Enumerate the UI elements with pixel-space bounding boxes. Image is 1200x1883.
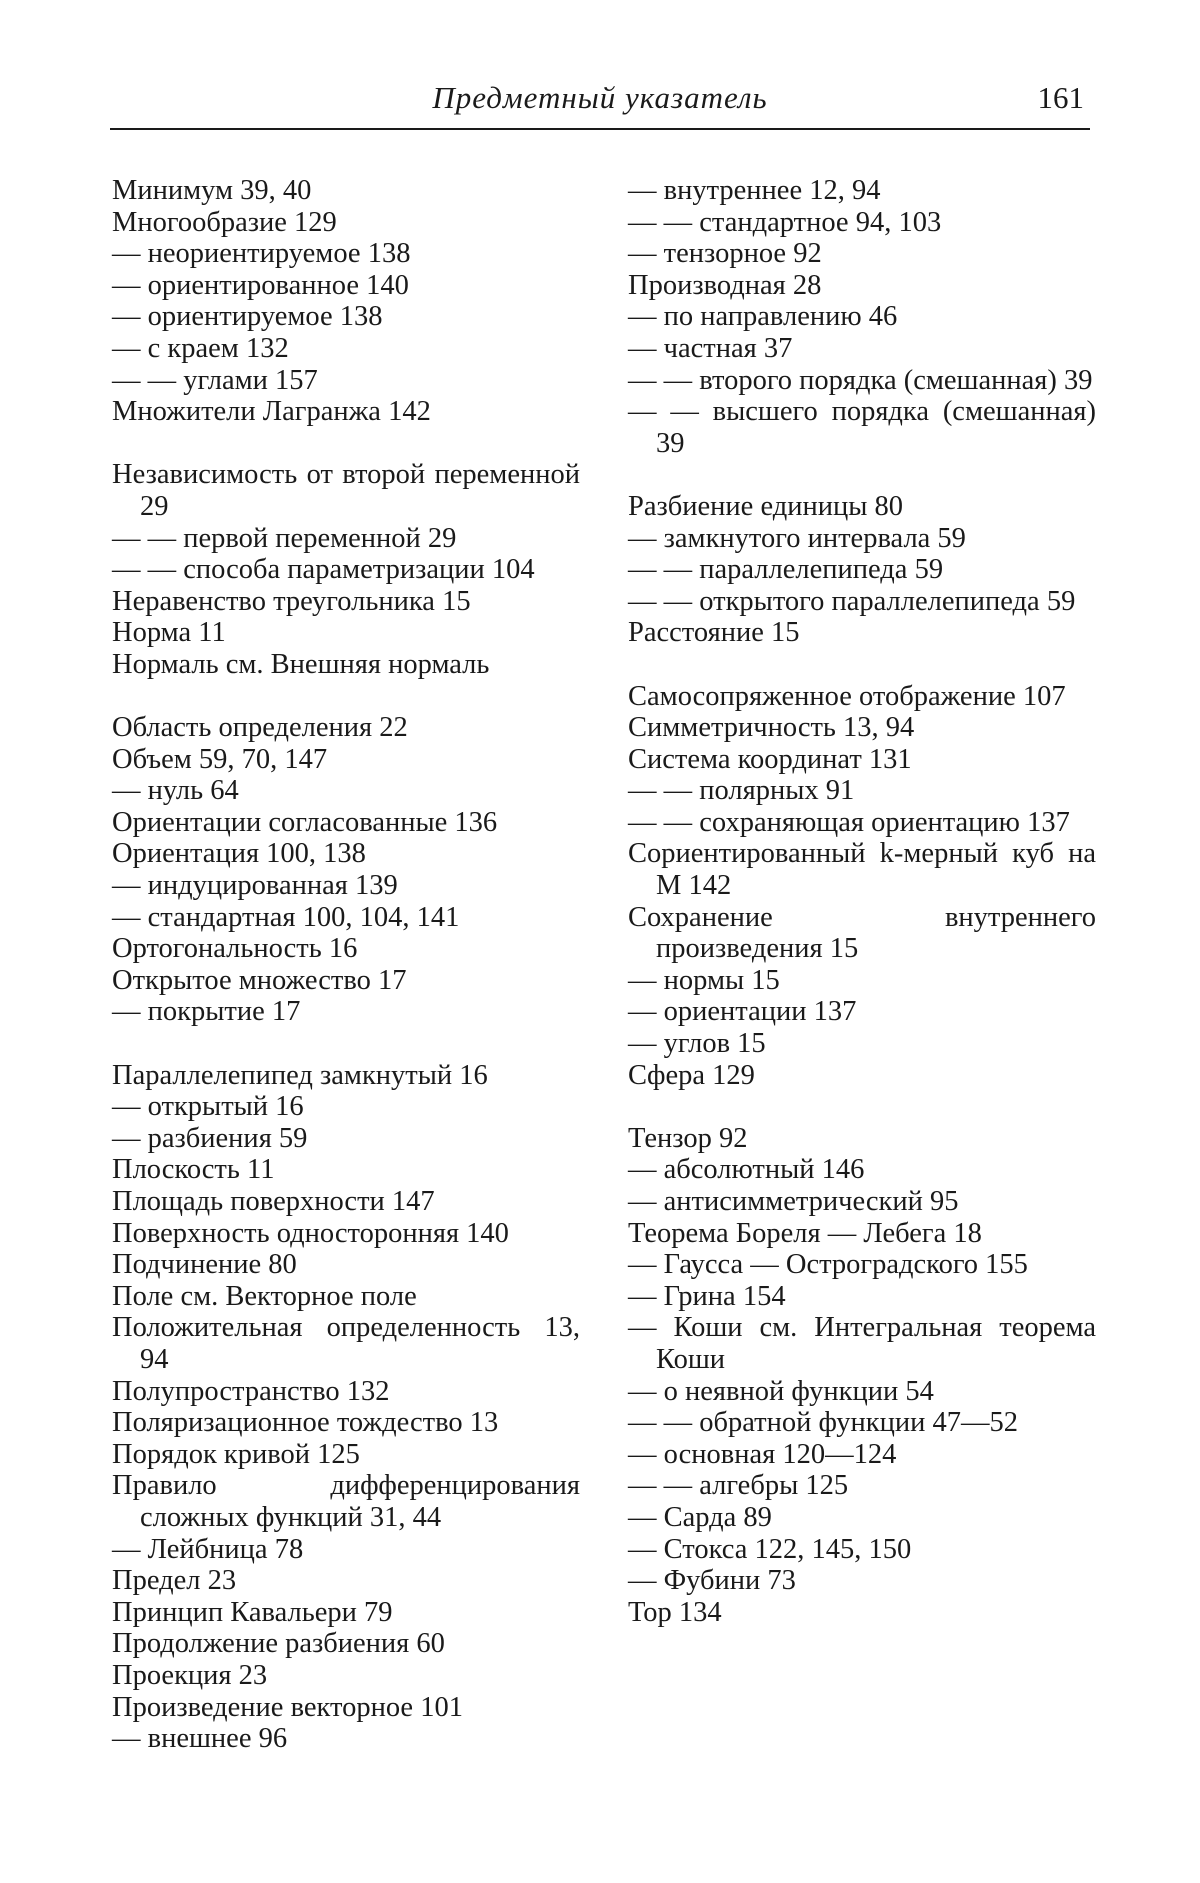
index-entry: Поле см. Векторное поле [112, 1280, 417, 1312]
index-entry: — основная 120—124 [628, 1438, 897, 1470]
index-entry: Сфера 129 [628, 1059, 755, 1091]
index-entry: — Сарда 89 [628, 1501, 772, 1533]
index-entry: Неравенство треугольника 15 [112, 585, 471, 617]
index-entry: — — открытого параллелепипеда 59 [628, 585, 1076, 617]
index-entry: Открытое множество 17 [112, 964, 407, 996]
index-entry: Расстояние 15 [628, 617, 800, 649]
index-entry: Ориентации согласованные 136 [112, 806, 498, 838]
index-column-right [628, 175, 1096, 1628]
index-entry: — внутреннее 12, 94 [628, 175, 881, 206]
index-entry: Сориентированный k-мерный куб на M 142 [628, 838, 1096, 902]
index-entry: — нормы 15 [628, 964, 780, 996]
index-entry: Объем 59, 70, 147 [112, 743, 328, 775]
index-entry: Область определения 22 [112, 712, 408, 744]
index-entry: Минимум 39, 40 [112, 175, 312, 206]
index-entry: — ориентации 137 [628, 996, 857, 1028]
index-entry: Принцип Кавальери 79 [112, 1596, 393, 1628]
index-entry: — Фубини 73 [628, 1565, 796, 1597]
index-entry: Ортогональность 16 [112, 933, 358, 965]
index-entry: — неориентируемое 138 [112, 238, 411, 270]
index-entry: — — углами 157 [112, 364, 318, 396]
index-gap [112, 1028, 580, 1060]
index-entry: Правило дифференцирования сложных функций 31, 44 [112, 1470, 580, 1533]
index-entry: — Коши см. Интегральная теорема Коши [628, 1312, 1096, 1375]
index-entry: — — параллелепипеда 59 [628, 554, 944, 586]
index-entry: — абсолютный 146 [628, 1154, 865, 1186]
index-entry: Независимость от второй переменной 29 [112, 459, 580, 522]
index-entry: Ориентация 100, 138 [112, 838, 366, 870]
index-column-left [112, 175, 580, 1755]
index-entry: — тензорное 92 [628, 238, 822, 270]
index-entry: Плоскость 11 [112, 1154, 275, 1186]
index-entry: — Стокса 122, 145, 150 [628, 1533, 912, 1565]
index-entry: — нуль 64 [112, 775, 239, 807]
index-entry: Симметричность 13, 94 [628, 712, 915, 744]
index-entry: — замкнутого интервала 59 [628, 522, 966, 554]
index-entry: — ориентируемое 138 [112, 301, 383, 333]
index-entry: — — стандартное 94, 103 [628, 206, 942, 238]
index-entry: Подчинение 80 [112, 1249, 297, 1281]
index-entry: Нормаль см. Внешняя нормаль [112, 648, 490, 680]
index-entry: — углов 15 [628, 1028, 766, 1060]
index-entry: Тензор 92 [628, 1122, 748, 1154]
index-entry: — — полярных 91 [628, 775, 855, 807]
index-entry: Положительная определенность 13, 94 [112, 1312, 580, 1375]
index-entry: — индуцированная 139 [112, 870, 398, 902]
index-entry: — внешнее 96 [112, 1723, 288, 1755]
index-entry: Производная 28 [628, 269, 822, 301]
index-entry: Разбиение единицы 80 [628, 490, 903, 522]
index-entry: Норма 11 [112, 617, 226, 649]
index-gap [628, 459, 1096, 491]
index-entry: — по направлению 46 [628, 301, 898, 333]
index-entry: — — алгебры 125 [628, 1470, 849, 1502]
index-entry: — — способа параметризации 104 [112, 554, 535, 586]
index-entry: — — первой переменной 29 [112, 522, 457, 554]
index-entry: — — высшего порядка (смешанная) 39 [628, 396, 1096, 459]
index-entry: — Лейбница 78 [112, 1533, 304, 1565]
index-entry: — частная 37 [628, 332, 793, 364]
index-entry: Самосопряженное отображение 107 [628, 680, 1066, 712]
index-entry: Многообразие 129 [112, 206, 337, 238]
index-entry: Произведение векторное 101 [112, 1691, 463, 1723]
index-entry: Тор 134 [628, 1596, 722, 1628]
index-entry: Площадь поверхности 147 [112, 1186, 435, 1217]
index-entry: — с краем 132 [112, 332, 289, 364]
index-gap [628, 649, 1096, 681]
index-entry: — — сохраняющая ориентацию 137 [628, 806, 1070, 838]
index-entry: — открытый 16 [112, 1091, 304, 1123]
index-entry: — о неявной функции 54 [628, 1375, 934, 1407]
header-rule [110, 128, 1090, 130]
index-entry: — антисимметрический 95 [628, 1186, 959, 1217]
index-entry: Сохранение внутреннего произведения 15 [628, 901, 1096, 965]
index-gap [112, 681, 580, 713]
index-entry: Проекция 23 [112, 1659, 268, 1691]
index-entry: Теорема Бореля — Лебега 18 [628, 1217, 982, 1249]
running-header [110, 78, 1090, 126]
index-entry: Продолжение разбиения 60 [112, 1628, 445, 1660]
page-number: 161 [1037, 80, 1084, 115]
index-entry: — Гаусса — Остроградского 155 [628, 1249, 1028, 1281]
index-entry: Поверхность односторонняя 140 [112, 1217, 509, 1249]
index-entry: — — второго порядка (смешанная) 39 [628, 364, 1093, 396]
index-entry: Порядок кривой 125 [112, 1438, 360, 1470]
index-entry: — Грина 154 [628, 1280, 786, 1312]
index-entry: — ориентированное 140 [112, 269, 409, 301]
index-entry: Параллелепипед замкнутый 16 [112, 1059, 488, 1091]
index-gap [112, 428, 580, 460]
index-gap [628, 1091, 1096, 1123]
index-entry: Система координат 131 [628, 743, 912, 775]
index-entry: Множители Лагранжа 142 [112, 396, 431, 428]
index-entry: Поляризационное тождество 13 [112, 1407, 499, 1439]
running-header-title: Предметный указатель [432, 80, 768, 115]
index-entry: — покрытие 17 [112, 996, 301, 1028]
index-entry: Полупространство 132 [112, 1375, 390, 1407]
index-entry: — — обратной функции 47—52 [628, 1407, 1018, 1439]
index-entry: — стандартная 100, 104, 141 [112, 901, 460, 933]
index-entry: — разбиения 59 [112, 1122, 308, 1154]
index-entry: Предел 23 [112, 1565, 237, 1597]
